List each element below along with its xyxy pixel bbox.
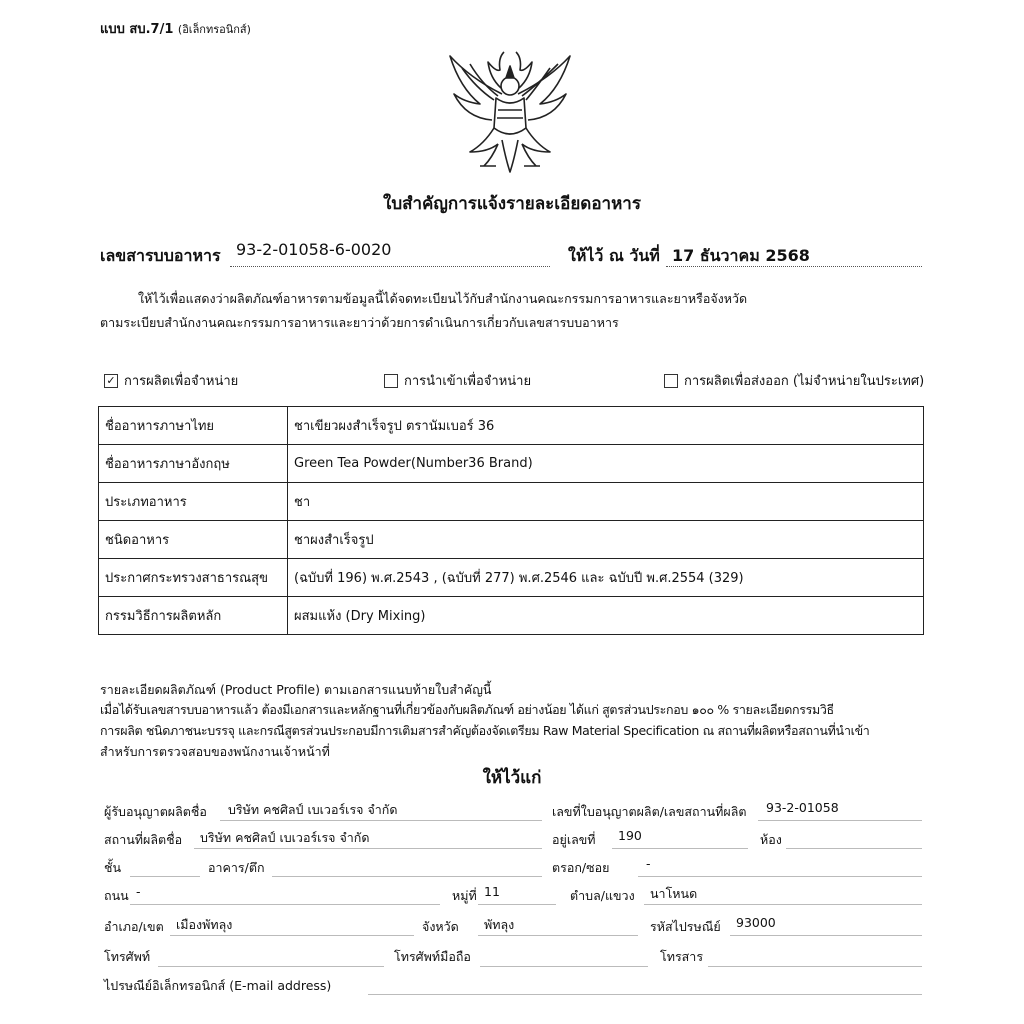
moo-underline (478, 904, 556, 905)
subdistrict: นาโหนด (650, 886, 698, 901)
room-label: ห้อง (760, 832, 782, 847)
province: พัทลุง (484, 917, 515, 932)
moo: 11 (484, 884, 500, 899)
purpose-export-only[interactable] (664, 370, 924, 391)
product-info-table (98, 406, 924, 635)
checkbox-checked-icon[interactable]: ✓ (104, 374, 118, 388)
registration-number: 93-2-01058-6-0020 (236, 240, 392, 259)
licensee-label: ผู้รับอนุญาตผลิตชื่อ (104, 804, 207, 819)
phone-label: โทรศัพท์ (104, 949, 151, 964)
table-row (99, 597, 924, 635)
purpose-label: การนำเข้าเพื่อจำหน่าย (404, 374, 532, 389)
license-number-underline (758, 820, 922, 821)
subdistrict-label: ตำบล/แขวง (570, 888, 635, 903)
registration-label: เลขสารบบอาหาร (100, 246, 221, 265)
site-label: สถานที่ผลิตชื่อ (104, 832, 183, 847)
table-row (99, 521, 924, 559)
row-key: กรรมวิธีการผลิตหลัก (99, 597, 288, 635)
row-value: ชาเขียวผงสำเร็จรูป ตรานัมเบอร์ 36 (288, 407, 924, 445)
site-name: บริษัท คชศิลป์ เบเวอร์เรจ จำกัด (200, 830, 370, 845)
registration-underline (230, 266, 550, 267)
purpose-label: การผลิตเพื่อส่งออก (ไม่จำหน่ายในประเทศ) (684, 374, 925, 389)
province-underline (478, 935, 638, 936)
statement-line-2: ตามระเบียบสำนักงานคณะกรรมการอาหารและยาว่าด้วยการดำเนินการเกี่ยวกับเลขสารบบอาหาร (100, 315, 619, 330)
notes-line-4: สำหรับการตรวจสอบของพนักงานเจ้าหน้าที่ (100, 744, 330, 759)
row-key: ประเภทอาหาร (99, 483, 288, 521)
licensee-name: บริษัท คชศิลป์ เบเวอร์เรจ จำกัด (228, 802, 398, 817)
purpose-label: การผลิตเพื่อจำหน่าย (124, 374, 239, 389)
issue-date-label: ให้ไว้ ณ วันที่ (568, 246, 660, 265)
room-underline (786, 848, 922, 849)
building-underline (272, 876, 542, 877)
house-number: 190 (618, 828, 642, 843)
row-key: ชนิดอาหาร (99, 521, 288, 559)
road: - (136, 884, 141, 899)
table-row (99, 445, 924, 483)
checkbox-empty-icon[interactable] (384, 374, 398, 388)
row-value: ผสมแห้ง (Dry Mixing) (288, 597, 924, 635)
district: เมืองพัทลุง (176, 917, 233, 932)
alley-label: ตรอก/ซอย (552, 860, 610, 875)
form-code (100, 18, 251, 39)
issue-date-underline (666, 266, 922, 267)
floor-underline (130, 876, 200, 877)
district-label: อำเภอ/เขต (104, 919, 164, 934)
moo-label: หมู่ที่ (452, 888, 477, 903)
issue-date: 17 ธันวาคม 2568 (672, 246, 810, 265)
road-label: ถนน (104, 888, 129, 903)
purpose-import-for-sale[interactable] (384, 370, 531, 391)
row-value: (ฉบับที่ 196) พ.ศ.2543 , (ฉบับที่ 277) พ.ศ.2546 และ ฉบับปี พ.ศ.2554 (329) (288, 559, 924, 597)
floor-label: ชั้น (104, 860, 122, 875)
form-code-note: (อิเล็กทรอนิกส์) (177, 23, 251, 36)
garuda-emblem-icon (440, 48, 580, 176)
license-number: 93-2-01058 (766, 800, 839, 815)
house-number-underline (612, 848, 748, 849)
province-label: จังหวัด (422, 919, 459, 934)
form-code-text: แบบ สบ.7/1 (100, 22, 174, 37)
road-underline (130, 904, 440, 905)
statement-line-1: ให้ไว้เพื่อแสดงว่าผลิตภัณฑ์อาหารตามข้อมูลนี้ได้จดทะเบียนไว้กับสำนักงานคณะกรรมการอาหารและยาหรือจังหวัด (138, 291, 748, 306)
issued-to-heading: ให้ไว้แก่ (482, 768, 542, 788)
notes-line-1: รายละเอียดผลิตภัณฑ์ (Product Profile) ตามเอกสารแนบท้ายใบสำคัญนี้ (100, 682, 492, 697)
district-underline (170, 935, 414, 936)
mobile-label: โทรศัพท์มือถือ (394, 949, 471, 964)
fax-underline (708, 966, 922, 967)
fax-label: โทรสาร (660, 949, 704, 964)
mobile-underline (480, 966, 648, 967)
row-key: ชื่ออาหารภาษาไทย (99, 407, 288, 445)
table-row (99, 483, 924, 521)
licensee-underline (220, 820, 542, 821)
email-label: ไปรษณีย์อิเล็กทรอนิกส์ (E-mail address) (104, 978, 332, 993)
postcode-label: รหัสไปรษณีย์ (650, 919, 721, 934)
postcode: 93000 (736, 915, 776, 930)
site-underline (194, 848, 542, 849)
notes-line-3: การผลิต ชนิดภาชนะบรรจุ และกรณีสูตรส่วนประกอบมีการเติมสารสำคัญต้องจัดเตรียม Raw Material Specification ณ สถานที่ผลิตหรือสถานที่นำเข้า (100, 723, 870, 738)
table-row (99, 407, 924, 445)
purpose-production-for-sale[interactable] (104, 370, 238, 391)
row-key: ประกาศกระทรวงสาธารณสุข (99, 559, 288, 597)
row-key: ชื่ออาหารภาษาอังกฤษ (99, 445, 288, 483)
row-value: ชา (288, 483, 924, 521)
phone-underline (158, 966, 384, 967)
alley: - (646, 856, 651, 871)
postcode-underline (730, 935, 922, 936)
license-number-label: เลขที่ใบอนุญาตผลิต/เลขสถานที่ผลิต (552, 804, 747, 819)
row-value: Green Tea Powder(Number36 Brand) (288, 445, 924, 483)
checkbox-empty-icon[interactable] (664, 374, 678, 388)
table-row (99, 559, 924, 597)
notes-line-2: เมื่อได้รับเลขสารบบอาหารแล้ว ต้องมีเอกสารและหลักฐานที่เกี่ยวข้องกับผลิตภัณฑ์ อย่างน้อย ได้แก่ สูตรส่วนประกอบ ๑๐๐ % รายละเอียดกรรมวิธี (100, 702, 834, 717)
row-value: ชาผงสำเร็จรูป (288, 521, 924, 559)
house-number-label: อยู่เลขที่ (552, 832, 596, 847)
alley-underline (638, 876, 922, 877)
subdistrict-underline (644, 904, 922, 905)
document-title: ใบสำคัญการแจ้งรายละเอียดอาหาร (383, 194, 641, 214)
building-label: อาคาร/ตึก (208, 860, 265, 875)
email-underline (368, 994, 922, 995)
